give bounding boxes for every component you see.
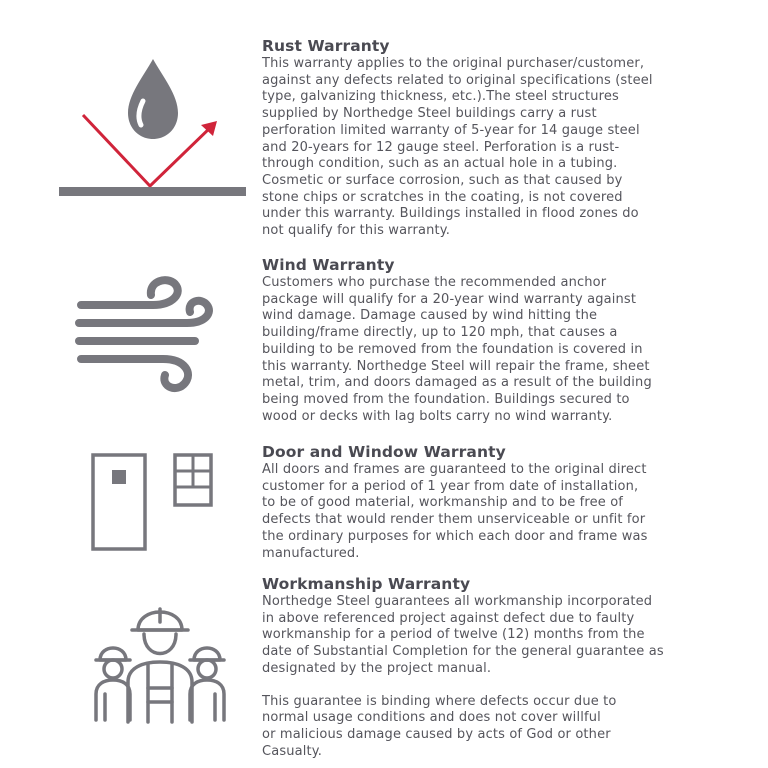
wind-warranty-body: Customers who purchase the recommended anchor package will qualify for a 20-year wind warranty against wind damage. Damage caused by wind hitting the building/frame directly, up to 120 mph, that causes a building to be removed from the foundation is covered in this warranty. Northedge Steel will repair the frame, sheet metal, trim, and doors damaged as a result of the building being moved from the foundation. Buildings secured to wood or decks with lag bolts carry no wind warranty. (262, 275, 652, 424)
wind-warranty-title: Wind Warranty (262, 256, 395, 274)
door-window-icon (90, 452, 220, 552)
paragraph-gap (262, 678, 722, 694)
rust-warranty-body: This warranty applies to the original purchaser/customer, against any defects related to original specifications (steel type, galvanizing thickness, etc.).The steel structures supplied by Northedge Steel buildings carry a rust perforation limited warranty of 5-year for 14 gauge steel and 20-years for 12 gauge steel. Perforation is a rust- through condition, such as an actual hole in a tubing. Cosmetic or surface corrosion, such as that caused by stone chips or scratches in the coating, is not covered under this warranty. Buildings installed in flood zones do not qualify for this warranty. (262, 56, 653, 239)
wind-icon (75, 275, 245, 405)
door-window-warranty-title: Door and Window Warranty (262, 443, 506, 461)
workers-icon (90, 600, 230, 725)
workmanship-warranty-title: Workmanship Warranty (262, 575, 471, 593)
rust-warranty-title: Rust Warranty (262, 37, 390, 55)
rust-droplet-icon (55, 55, 250, 200)
door-window-warranty-body: All doors and frames are guaranteed to the original direct customer for a period of 1 year from date of installation, to be of good material, workmanship and to be free of defects that would render them unserviceable or unfit for the ordinary purposes for which each door and frame was manufactured. (262, 462, 648, 561)
workmanship-warranty-body: Northedge Steel guarantees all workmanship incorporated in above referenced project against defect due to faulty workmanship for a period of twelve (12) months from the date of Substantial Completion for the general guarantee as designated by the project manual. (262, 594, 664, 676)
workmanship-warranty-body-2: This guarantee is binding where defects occur due to normal usage conditions and does not cover willful or malicious damage caused by acts of God or other Casualty. (262, 693, 617, 759)
